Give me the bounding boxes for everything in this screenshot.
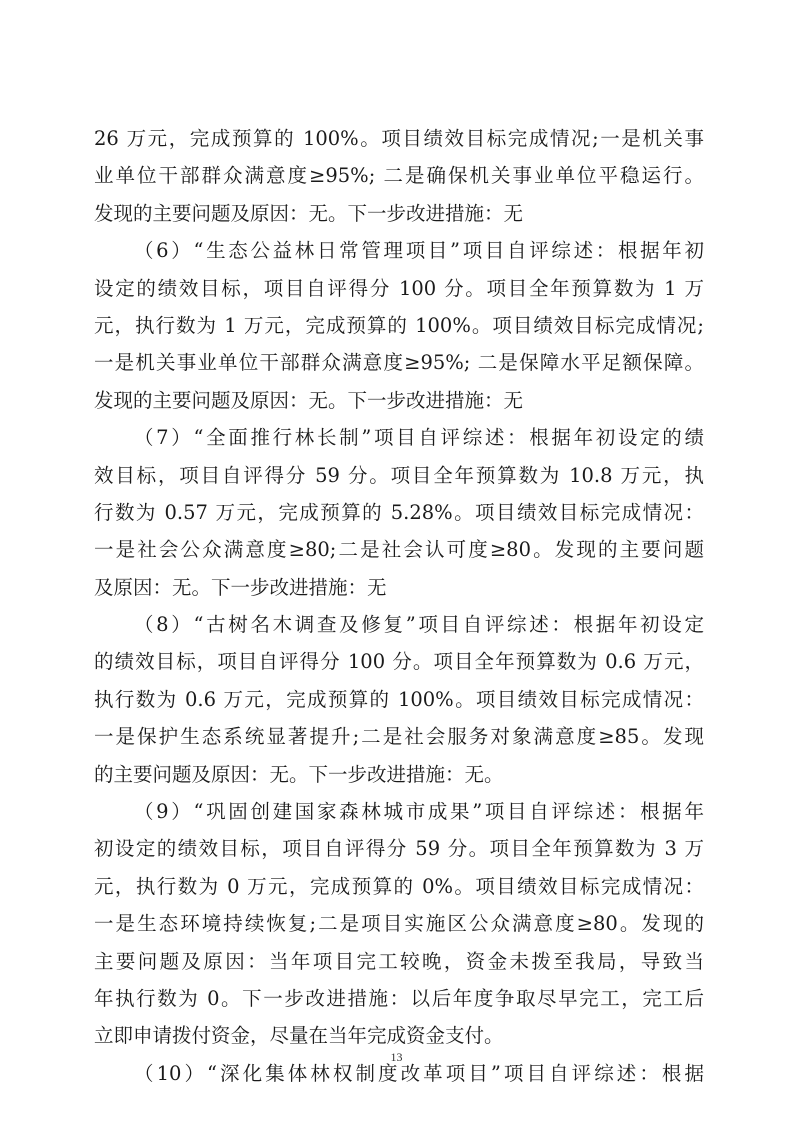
- text-line: 立即申请拨付资金，尽量在当年完成资金支付。: [94, 1024, 504, 1048]
- text-line: 发现的主要问题及原因：无。下一步改进措施：无: [94, 388, 524, 412]
- text-line: 初设定的绩效目标，项目自评得分 59 分。项目全年预算数为 3 万: [94, 837, 704, 861]
- text-line: 执行数为 0.6 万元，完成预算的 100%。项目绩效目标完成情况：: [94, 687, 704, 711]
- text-line: 行数为 0.57 万元，完成预算的 5.28%。项目绩效目标完成情况：: [94, 500, 704, 524]
- text-line: 一是保护生态系统显著提升;二是社会服务对象满意度≥85。发现: [94, 725, 704, 749]
- text-line: 元，执行数为 0 万元，完成预算的 0%。项目绩效目标完成情况：: [94, 874, 704, 898]
- text-line: 业单位干部群众满意度≥95%; 二是确保机关事业单位平稳运行。: [94, 164, 704, 188]
- paragraph-start-7: （7）“全面推行林长制”项目自评综述：根据年初设定的绩: [134, 426, 704, 450]
- paragraph-start-6: （6）“生态公益林日常管理项目”项目自评综述：根据年初: [134, 239, 704, 263]
- body-text: [94, 120, 704, 1092]
- text-line: 的主要问题及原因：无。下一步改进措施：无。: [94, 762, 504, 786]
- paragraph-start-9: （9）“巩固创建国家森林城市成果”项目自评综述：根据年: [134, 800, 704, 824]
- text-line: 及原因：无。下一步改进措施：无: [94, 575, 387, 599]
- text-line: 一是机关事业单位干部群众满意度≥95%; 二是保障水平足额保障。: [94, 351, 704, 375]
- text-line: 设定的绩效目标，项目自评得分 100 分。项目全年预算数为 1 万: [94, 276, 704, 300]
- text-line: 一是生态环境持续恢复;二是项目实施区公众满意度≥80。发现的: [94, 912, 704, 936]
- paragraph-start-8: （8）“古树名木调查及修复”项目自评综述：根据年初设定: [134, 613, 704, 637]
- text-line: 发现的主要问题及原因：无。下一步改进措施：无: [94, 201, 524, 225]
- text-line: 的绩效目标，项目自评得分 100 分。项目全年预算数为 0.6 万元，: [94, 650, 704, 674]
- text-line: 一是社会公众满意度≥80;二是社会认可度≥80。发现的主要问题: [94, 538, 704, 562]
- text-line: 年执行数为 0。下一步改进措施：以后年度争取尽早完工，完工后: [94, 986, 704, 1010]
- paragraph-start-10: （10）“深化集体林权制度改革项目”项目自评综述：根据: [134, 1061, 704, 1085]
- text-line: 元，执行数为 1 万元，完成预算的 100%。项目绩效目标完成情况;: [94, 313, 704, 337]
- text-line: 26 万元，完成预算的 100%。项目绩效目标完成情况;一是机关事: [94, 127, 704, 150]
- page-number: 13: [390, 1050, 403, 1064]
- text-line: 主要问题及原因：当年项目完工较晚，资金未拨至我局，导致当: [94, 949, 704, 973]
- text-line: 效目标，项目自评得分 59 分。项目全年预算数为 10.8 万元，执: [94, 463, 704, 487]
